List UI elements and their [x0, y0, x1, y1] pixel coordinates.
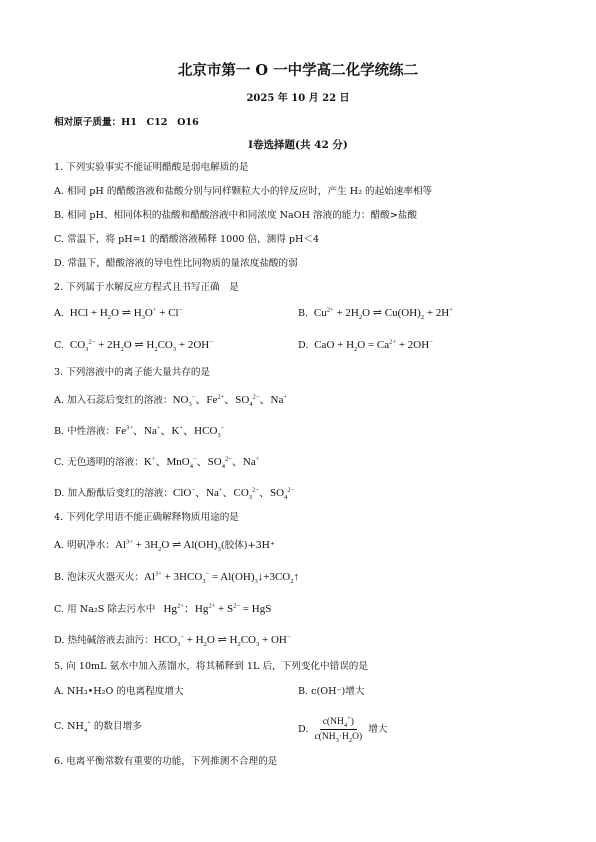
q4-option-b — [54, 571, 299, 584]
q4-option-a — [54, 539, 275, 552]
q3-option-b — [54, 425, 224, 438]
q3-d-prefix: D. 加入酚酞后变红的溶液： — [54, 488, 173, 499]
q1-option-d: D. 常温下，醋酸溶液的导电性比同物质的量浓度盐酸的弱 — [54, 258, 298, 269]
q3-c-prefix: C. 无色透明的溶液： — [54, 457, 144, 468]
q3-a-ions: $NO_3^-$、$Fe^{2+}$、$SO_4^{2-}$、Na+ — [172, 393, 288, 409]
q2-option-b — [298, 307, 453, 320]
q6-stem: 6. 电离平衡常数有重要的功能，下列推测不合理的是 — [54, 756, 278, 767]
q2-option-c — [54, 339, 213, 352]
q1-option-c: C. 常温下，将 pH=1 的醋酸溶液稀释 1000 倍，测得 pH＜4 — [54, 234, 320, 245]
q5-d-suffix: 增大 — [368, 724, 388, 735]
q5-d-label: D. — [298, 724, 309, 735]
q2-option-a — [54, 307, 182, 320]
q4-b-equation: $Al^{3+} + 3HCO_3^-$ = $Al(OH)_3↓+3CO_2↑$ — [143, 570, 299, 586]
q4-option-d — [54, 634, 291, 647]
q5-d-denominator: $c(NH_3\cdot H_2O)$ — [314, 732, 363, 744]
q2-option-d — [298, 339, 433, 352]
q5-d-fraction — [311, 716, 365, 743]
q2-c-label: C. — [54, 340, 65, 351]
q3-a-prefix: A. 加入石蕊后变红的溶液： — [54, 395, 173, 406]
q1-option-a: A. 相同 pH 的醋酸溶液和盐酸分别与同样颗粒大小的锌反应时，产生 H₂ 的起始速率相等 — [54, 186, 433, 197]
q5-option-b: B. c(OH⁻)增大 — [298, 686, 365, 697]
q3-option-c — [54, 456, 259, 469]
q4-a-note: (胶体)+3H⁺ — [220, 540, 276, 551]
page-title: 北京市第一 O 一中学高二化学统练二 — [177, 62, 419, 79]
q4-a-prefix: A. 明矾净水： — [54, 540, 115, 551]
q2-a-equation: HCl + $H_2O$ ⇌ $H_3O^+ + Cl^-$ — [67, 306, 183, 322]
q2-b-equation: $Cu^{2+} + 2H_2O$ ⇌ $Cu(OH)_2 + 2H^+$ — [311, 306, 453, 322]
q2-d-label: D. — [298, 340, 309, 351]
q1-option-b: B. 相同 pH、相同体积的盐酸和醋酸溶液中和同浓度 NaOH 溶液的能力：醋酸>盐酸 — [54, 210, 418, 221]
q4-stem: 4. 下列化学用语不能正确解释物质用途的是 — [54, 512, 239, 523]
q5-option-d — [298, 716, 387, 743]
exam-date: 2025 年 10 月 22 日 — [246, 93, 350, 104]
q4-c-equation: $Hg^{2+}$：$Hg^{2+} + S^{2-}$ = HgS — [155, 602, 272, 615]
q3-c-ions: K+、MnO$_4$−、$SO_4^{2-}$、Na+ — [143, 455, 260, 471]
q3-stem: 3. 下列溶液中的离子能大量共存的是 — [54, 367, 211, 378]
q3-b-ions: $Fe^{3+}$、Na+、K+、$HCO_3^-$ — [115, 424, 225, 440]
q4-d-equation: $HCO_3^- + H_2O$ ⇌ $H_2CO_3 + OH^-$ — [153, 633, 291, 649]
q3-option-a — [54, 394, 287, 407]
q4-d-prefix: D. 热纯碱溶液去油污： — [54, 635, 154, 646]
q4-option-c — [54, 603, 271, 616]
q4-c-prefix: C. 用 Na₂S 除去污水中 — [54, 604, 156, 615]
atomic-mass-line: 相对原子质量：H1 C12 O16 — [54, 117, 199, 128]
q3-option-d — [54, 487, 294, 500]
q5-option-c — [54, 720, 142, 733]
q5-d-numerator: $c(NH_4^+)$ — [320, 716, 357, 730]
q2-c-equation: $CO_3^{2-} + 2H_2O$ ⇌ $H_2CO_3 + 2OH^-$ — [67, 338, 213, 354]
q4-a-equation: $Al^{3+} + 3H_2O$ ⇌ $Al(OH)_3$ — [115, 538, 221, 554]
q5-c-suffix: 的数目增多 — [90, 721, 142, 732]
section-heading: Ⅰ卷选择题(共 42 分) — [248, 139, 348, 151]
q3-b-prefix: B. 中性溶液： — [54, 426, 116, 437]
q1-stem: 1. 下列实验事实不能证明醋酸是弱电解质的是 — [54, 162, 249, 173]
q5-c-prefix: C. NH — [54, 721, 84, 732]
q2-stem: 2. 下列属于水解反应方程式且书写正确 是 — [54, 282, 239, 293]
q2-b-label: B. — [298, 308, 309, 319]
q5-option-a: A. NH₃•H₂O 的电离程度增大 — [54, 686, 184, 697]
q5-stem: 5. 向 10mL 氨水中加入蒸馏水，将其稀释到 1L 后，下列变化中错误的是 — [54, 661, 368, 672]
q5-c-charge: $_4$+ — [83, 719, 91, 735]
q2-a-label: A. — [54, 308, 64, 319]
q2-d-equation: CaO + $H_2O = Ca^{2+} + 2OH^-$ — [311, 338, 433, 354]
q4-b-prefix: B. 泡沫灭火器灭火： — [54, 572, 144, 583]
q3-d-ions: ClO−、Na+、$CO_3^{2-}$、$SO_4^{2-}$ — [172, 486, 295, 502]
